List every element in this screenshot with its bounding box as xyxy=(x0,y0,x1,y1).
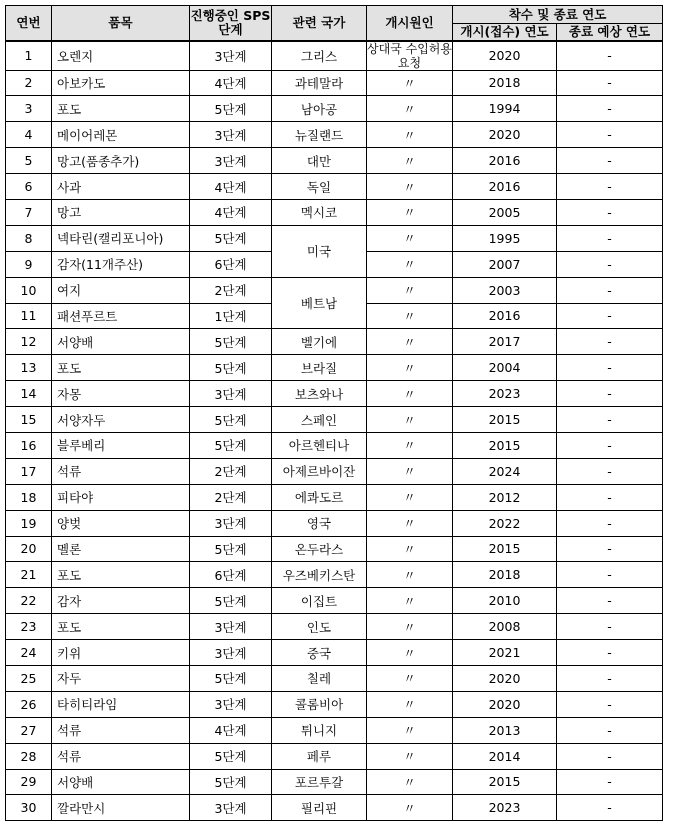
cell-reason: 〃 xyxy=(367,174,453,200)
cell-country: 온두라스 xyxy=(272,536,367,562)
cell-stage: 2단계 xyxy=(190,484,272,510)
header-start-year: 개시(접수) 연도 xyxy=(453,24,557,41)
cell-item: 망고(품종추가) xyxy=(52,148,190,174)
cell-item: 석류 xyxy=(52,743,190,769)
cell-no: 11 xyxy=(6,303,52,329)
table-row xyxy=(6,41,663,71)
table-row xyxy=(6,329,663,355)
cell-country: 중국 xyxy=(272,640,367,666)
cell-no: 20 xyxy=(6,536,52,562)
cell-reason: 상대국 수입허용 요청 xyxy=(367,41,452,70)
cell-end-year: - xyxy=(557,122,663,148)
cell-item: 오렌지 xyxy=(52,41,190,71)
cell-start-year: 2020 xyxy=(453,122,557,148)
header-item: 품목 xyxy=(52,6,190,41)
cell-start-year: 2005 xyxy=(453,199,557,225)
cell-end-year: - xyxy=(557,381,663,407)
cell-end-year: - xyxy=(557,484,663,510)
cell-item: 석류 xyxy=(52,458,190,484)
cell-stage: 5단계 xyxy=(190,407,272,433)
cell-no: 1 xyxy=(6,41,52,71)
cell-stage: 5단계 xyxy=(190,665,272,691)
table-row xyxy=(6,640,663,666)
cell-end-year: - xyxy=(557,407,663,433)
cell-reason: 〃 xyxy=(367,407,453,433)
cell-end-year: - xyxy=(557,225,663,251)
cell-start-year: 2023 xyxy=(453,381,557,407)
cell-item: 자두 xyxy=(52,665,190,691)
header-period: 착수 및 종료 연도 xyxy=(453,6,663,24)
cell-country: 남아공 xyxy=(272,96,367,122)
table-row xyxy=(6,691,663,717)
cell-end-year: - xyxy=(557,640,663,666)
cell-no: 16 xyxy=(6,432,52,458)
cell-end-year: - xyxy=(557,717,663,743)
cell-end-year: - xyxy=(557,510,663,536)
header-no: 연번 xyxy=(6,6,52,41)
table-row xyxy=(6,199,663,225)
cell-country: 대만 xyxy=(272,148,367,174)
cell-end-year: - xyxy=(557,795,663,821)
header-stage-label: 진행중인 SPS 단계 xyxy=(190,7,271,37)
cell-reason: 〃 xyxy=(367,96,453,122)
cell-end-year: - xyxy=(557,329,663,355)
cell-item: 블루베리 xyxy=(52,432,190,458)
header-reason: 개시원인 xyxy=(367,6,453,41)
cell-country: 우즈베키스탄 xyxy=(272,562,367,588)
table-row xyxy=(6,96,663,122)
table-row xyxy=(6,665,663,691)
cell-end-year: - xyxy=(557,458,663,484)
table-row xyxy=(6,769,663,795)
table-row xyxy=(6,562,663,588)
cell-end-year: - xyxy=(557,769,663,795)
cell-item: 양벚 xyxy=(52,510,190,536)
cell-reason: 〃 xyxy=(367,225,453,251)
cell-start-year: 2022 xyxy=(453,510,557,536)
cell-reason: 〃 xyxy=(367,251,453,277)
cell-start-year: 2020 xyxy=(453,691,557,717)
cell-start-year: 2023 xyxy=(453,795,557,821)
table-row xyxy=(6,484,663,510)
cell-start-year: 2024 xyxy=(453,458,557,484)
header-country: 관련 국가 xyxy=(272,6,367,41)
cell-reason: 〃 xyxy=(367,329,453,355)
cell-item: 서양배 xyxy=(52,329,190,355)
cell-no: 30 xyxy=(6,795,52,821)
cell-item: 사과 xyxy=(52,174,190,200)
cell-reason: 〃 xyxy=(367,795,453,821)
cell-country: 페루 xyxy=(272,743,367,769)
cell-reason: 〃 xyxy=(367,691,453,717)
cell-reason: 〃 xyxy=(367,277,453,303)
cell-stage: 4단계 xyxy=(190,174,272,200)
cell-end-year: - xyxy=(557,432,663,458)
cell-stage: 3단계 xyxy=(190,41,272,71)
cell-country: 벨기에 xyxy=(272,329,367,355)
cell-reason: 〃 xyxy=(367,536,453,562)
cell-start-year: 2010 xyxy=(453,588,557,614)
cell-stage: 5단계 xyxy=(190,96,272,122)
cell-reason: 〃 xyxy=(367,665,453,691)
table-header xyxy=(6,6,663,41)
cell-no: 2 xyxy=(6,70,52,96)
cell-no: 3 xyxy=(6,96,52,122)
cell-item: 넥타린(캘리포니아) xyxy=(52,225,190,251)
cell-start-year: 2017 xyxy=(453,329,557,355)
cell-start-year: 2021 xyxy=(453,640,557,666)
cell-start-year: 2015 xyxy=(453,769,557,795)
cell-item: 여지 xyxy=(52,277,190,303)
cell-no: 29 xyxy=(6,769,52,795)
cell-start-year: 1994 xyxy=(453,96,557,122)
cell-item: 자몽 xyxy=(52,381,190,407)
cell-no: 24 xyxy=(6,640,52,666)
cell-end-year: - xyxy=(557,277,663,303)
cell-start-year: 2015 xyxy=(453,536,557,562)
cell-country: 보츠와나 xyxy=(272,381,367,407)
cell-reason: 〃 xyxy=(367,614,453,640)
cell-reason: 〃 xyxy=(367,303,453,329)
cell-end-year: - xyxy=(557,251,663,277)
cell-item: 감자(11개주산) xyxy=(52,251,190,277)
cell-item: 멜론 xyxy=(52,536,190,562)
cell-item: 포도 xyxy=(52,562,190,588)
cell-no: 25 xyxy=(6,665,52,691)
table-row xyxy=(6,277,663,303)
table-row xyxy=(6,614,663,640)
cell-item: 서양자두 xyxy=(52,407,190,433)
cell-no: 8 xyxy=(6,225,52,251)
cell-country: 필리핀 xyxy=(272,795,367,821)
cell-no: 28 xyxy=(6,743,52,769)
table-row xyxy=(6,407,663,433)
cell-no: 13 xyxy=(6,355,52,381)
cell-country: 콜롬비아 xyxy=(272,691,367,717)
cell-reason: 〃 xyxy=(367,122,453,148)
cell-no: 12 xyxy=(6,329,52,355)
table-row xyxy=(6,432,663,458)
cell-item: 아보카도 xyxy=(52,70,190,96)
cell-reason: 〃 xyxy=(367,484,453,510)
table-row xyxy=(6,174,663,200)
cell-start-year: 2007 xyxy=(453,251,557,277)
cell-country: 그리스 xyxy=(272,41,367,71)
cell-stage: 3단계 xyxy=(190,510,272,536)
cell-country: 미국 xyxy=(272,225,367,277)
cell-start-year: 2016 xyxy=(453,174,557,200)
cell-stage: 3단계 xyxy=(190,122,272,148)
cell-no: 10 xyxy=(6,277,52,303)
cell-stage: 5단계 xyxy=(190,355,272,381)
cell-end-year: - xyxy=(557,562,663,588)
cell-end-year: - xyxy=(557,588,663,614)
cell-stage: 5단계 xyxy=(190,743,272,769)
cell-country: 포르투갈 xyxy=(272,769,367,795)
table-row xyxy=(6,355,663,381)
cell-end-year: - xyxy=(557,614,663,640)
cell-end-year: - xyxy=(557,303,663,329)
cell-country: 과테말라 xyxy=(272,70,367,96)
cell-start-year: 2008 xyxy=(453,614,557,640)
cell-country: 브라질 xyxy=(272,355,367,381)
cell-stage: 5단계 xyxy=(190,769,272,795)
cell-item: 깔라만시 xyxy=(52,795,190,821)
cell-no: 23 xyxy=(6,614,52,640)
cell-end-year: - xyxy=(557,174,663,200)
cell-item: 포도 xyxy=(52,96,190,122)
cell-no: 7 xyxy=(6,199,52,225)
cell-end-year: - xyxy=(557,743,663,769)
cell-stage: 2단계 xyxy=(190,458,272,484)
cell-end-year: - xyxy=(557,665,663,691)
table-row xyxy=(6,588,663,614)
cell-item: 패션푸르트 xyxy=(52,303,190,329)
cell-end-year: - xyxy=(557,70,663,96)
table-row xyxy=(6,225,663,251)
cell-no: 22 xyxy=(6,588,52,614)
cell-reason: 〃 xyxy=(367,743,453,769)
cell-reason: 〃 xyxy=(367,769,453,795)
cell-country: 영국 xyxy=(272,510,367,536)
sps-status-table xyxy=(5,5,663,821)
table-row xyxy=(6,381,663,407)
table-row xyxy=(6,148,663,174)
cell-stage: 5단계 xyxy=(190,329,272,355)
cell-item: 피타야 xyxy=(52,484,190,510)
cell-start-year: 2014 xyxy=(453,743,557,769)
cell-start-year: 2013 xyxy=(453,717,557,743)
table-row xyxy=(6,536,663,562)
cell-item: 메이어레몬 xyxy=(52,122,190,148)
cell-stage: 5단계 xyxy=(190,225,272,251)
cell-reason: 〃 xyxy=(367,70,453,96)
cell-stage: 4단계 xyxy=(190,70,272,96)
cell-stage: 1단계 xyxy=(190,303,272,329)
table-row xyxy=(6,795,663,821)
cell-reason: 〃 xyxy=(367,432,453,458)
cell-no: 19 xyxy=(6,510,52,536)
cell-stage: 3단계 xyxy=(190,640,272,666)
cell-item: 타히티라임 xyxy=(52,691,190,717)
cell-country: 아르헨티나 xyxy=(272,432,367,458)
cell-country: 멕시코 xyxy=(272,199,367,225)
cell-reason: 〃 xyxy=(367,717,453,743)
cell-end-year: - xyxy=(557,96,663,122)
cell-reason: 〃 xyxy=(367,458,453,484)
cell-no: 5 xyxy=(6,148,52,174)
cell-start-year: 2015 xyxy=(453,432,557,458)
cell-reason: 〃 xyxy=(367,148,453,174)
cell-no: 14 xyxy=(6,381,52,407)
cell-reason: 〃 xyxy=(367,588,453,614)
cell-reason: 〃 xyxy=(367,640,453,666)
cell-stage: 3단계 xyxy=(190,795,272,821)
cell-start-year: 2004 xyxy=(453,355,557,381)
cell-end-year: - xyxy=(557,691,663,717)
cell-stage: 5단계 xyxy=(190,432,272,458)
cell-no: 26 xyxy=(6,691,52,717)
cell-country: 인도 xyxy=(272,614,367,640)
header-end-year: 종료 예상 연도 xyxy=(557,24,663,41)
cell-start-year: 2020 xyxy=(453,41,557,71)
cell-reason: 〃 xyxy=(367,381,453,407)
cell-start-year: 1995 xyxy=(453,225,557,251)
cell-item: 석류 xyxy=(52,717,190,743)
cell-no: 17 xyxy=(6,458,52,484)
cell-start-year: 2018 xyxy=(453,562,557,588)
cell-start-year: 2018 xyxy=(453,70,557,96)
cell-end-year: - xyxy=(557,41,663,71)
cell-stage: 3단계 xyxy=(190,614,272,640)
cell-reason: 〃 xyxy=(367,562,453,588)
cell-stage: 4단계 xyxy=(190,717,272,743)
cell-country: 독일 xyxy=(272,174,367,200)
cell-stage: 6단계 xyxy=(190,251,272,277)
cell-no: 6 xyxy=(6,174,52,200)
cell-stage: 5단계 xyxy=(190,588,272,614)
cell-country: 스페인 xyxy=(272,407,367,433)
cell-country: 튀니지 xyxy=(272,717,367,743)
cell-stage: 3단계 xyxy=(190,691,272,717)
cell-start-year: 2016 xyxy=(453,303,557,329)
cell-country: 베트남 xyxy=(272,277,367,329)
cell-item: 키위 xyxy=(52,640,190,666)
cell-item: 포도 xyxy=(52,355,190,381)
cell-item: 망고 xyxy=(52,199,190,225)
cell-stage: 2단계 xyxy=(190,277,272,303)
cell-item: 포도 xyxy=(52,614,190,640)
cell-stage: 6단계 xyxy=(190,562,272,588)
table-row xyxy=(6,122,663,148)
cell-start-year: 2020 xyxy=(453,665,557,691)
cell-no: 27 xyxy=(6,717,52,743)
cell-stage: 3단계 xyxy=(190,381,272,407)
cell-no: 4 xyxy=(6,122,52,148)
cell-start-year: 2012 xyxy=(453,484,557,510)
cell-no: 9 xyxy=(6,251,52,277)
cell-no: 18 xyxy=(6,484,52,510)
cell-no: 21 xyxy=(6,562,52,588)
table-row xyxy=(6,743,663,769)
cell-start-year: 2016 xyxy=(453,148,557,174)
cell-start-year: 2015 xyxy=(453,407,557,433)
cell-stage: 5단계 xyxy=(190,536,272,562)
cell-end-year: - xyxy=(557,355,663,381)
cell-reason: 〃 xyxy=(367,199,453,225)
table-body xyxy=(6,41,663,821)
cell-end-year: - xyxy=(557,199,663,225)
cell-stage: 3단계 xyxy=(190,148,272,174)
table-row xyxy=(6,510,663,536)
cell-country: 아제르바이잔 xyxy=(272,458,367,484)
cell-country: 이집트 xyxy=(272,588,367,614)
cell-reason: 〃 xyxy=(367,355,453,381)
cell-reason: 〃 xyxy=(367,510,453,536)
table-row xyxy=(6,717,663,743)
header-stage xyxy=(190,6,272,41)
table-row xyxy=(6,458,663,484)
cell-country: 뉴질랜드 xyxy=(272,122,367,148)
cell-end-year: - xyxy=(557,536,663,562)
cell-start-year: 2003 xyxy=(453,277,557,303)
cell-country: 칠레 xyxy=(272,665,367,691)
cell-no: 15 xyxy=(6,407,52,433)
cell-end-year: - xyxy=(557,148,663,174)
cell-country: 에콰도르 xyxy=(272,484,367,510)
cell-item: 감자 xyxy=(52,588,190,614)
cell-stage: 4단계 xyxy=(190,199,272,225)
cell-item: 서양배 xyxy=(52,769,190,795)
table-row xyxy=(6,70,663,96)
